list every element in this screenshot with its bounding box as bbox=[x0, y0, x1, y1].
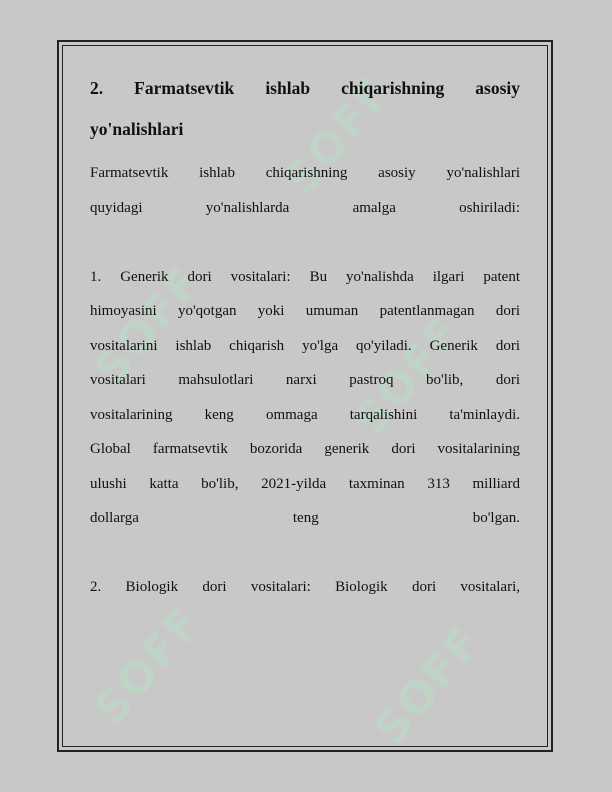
watermark-text: SOFF bbox=[84, 596, 213, 735]
section1-line: ulushi katta bo'lib, 2021-yilda taxminan 313 milliard bbox=[90, 475, 520, 492]
section1-line: vositalarining keng ommaga tarqalishini ta'minlaydi. bbox=[90, 406, 520, 423]
section1-line: vositalarini ishlab chiqarish yo'lga qo'yiladi. Generik dori bbox=[90, 337, 520, 354]
section-heading bbox=[90, 68, 520, 150]
section1-line: 1. Generik dori vositalari: Bu yo'nalishda ilgari patent bbox=[90, 268, 520, 285]
heading-line-2: yo'nalishlari bbox=[90, 119, 184, 139]
section1-line: himoyasini yo'qotgan yoki umuman patentlanmagan dori bbox=[90, 303, 520, 319]
watermark-text: SOFF bbox=[344, 306, 473, 445]
watermark-text: SOFF bbox=[84, 256, 213, 395]
section1-line: Global farmatsevtik bozorida generik dori vositalarining bbox=[90, 441, 520, 457]
watermark-text: SOFF bbox=[274, 66, 403, 205]
section2-line: 2. Biologik dori vositalari: Biologik dori vositalari, bbox=[90, 579, 520, 595]
intro-line: Farmatsevtik ishlab chiqarishning asosiy yo'nalishlari bbox=[90, 165, 520, 181]
section1-line: dollarga teng bo'lgan. bbox=[90, 510, 520, 526]
section1-line: vositalari mahsulotlari narxi pastroq bo'lib, dori bbox=[90, 372, 520, 388]
intro-line: quyidagi yo'nalishlarda amalga oshiriladi: bbox=[90, 199, 520, 216]
document-body bbox=[90, 68, 520, 605]
heading-line-1: 2. Farmatsevtik ishlab chiqarishning asosiy bbox=[90, 78, 520, 98]
watermark-text: SOFF bbox=[364, 616, 493, 755]
